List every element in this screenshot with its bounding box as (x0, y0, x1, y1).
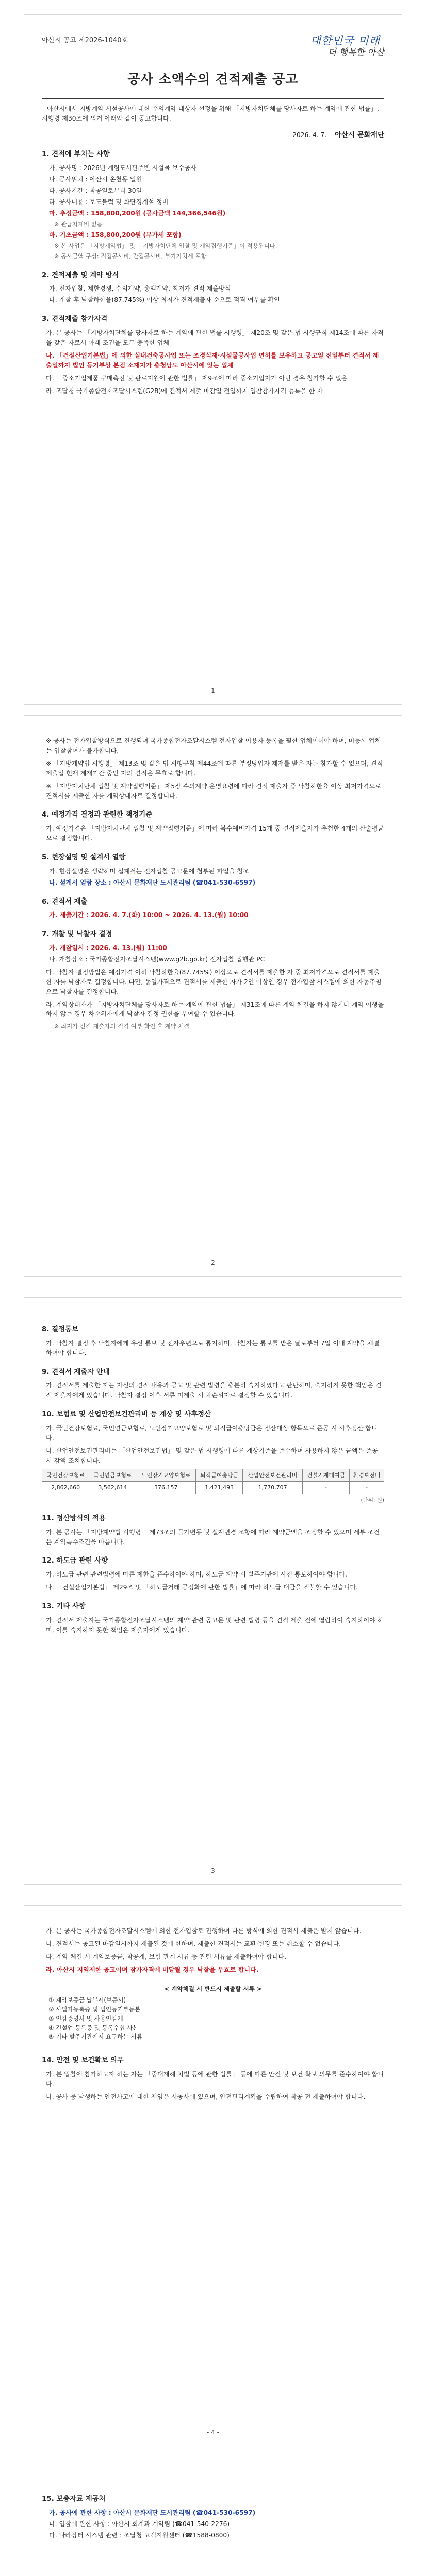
s3-para-3: 다. 「중소기업제품 구매촉진 및 판로지원에 관한 법률」 제9조에 따라 중소기업자가 아닌 경우 참가할 수 없음 (46, 374, 348, 382)
page-header (42, 32, 384, 65)
s1-construction-amount: (공사금액 144,366,546원) (143, 209, 226, 217)
city-logo (291, 32, 384, 60)
s1-base-amount (49, 230, 384, 240)
s3-para-4: 라. 조달청 국가종합전자조달시스템(G2B)에 견적서 제출 마감일 전일까지 입찰참가자격 등록을 한 자 (46, 387, 323, 395)
s5-item-2: 나. 설계서 열람 장소 : 아산시 문화재단 도시관리팀 (☎041-530-6597) (49, 878, 256, 886)
s15-item-1: 가. 공사에 관한 사항 : 아산시 문화재단 도시관리팀 (☎041-530-6597) (49, 2509, 256, 2516)
table-header-row (42, 1469, 384, 1481)
s9-para: 가. 견적서를 제출한 자는 자신의 견적 내용과 공고 및 관련 법령을 충분히 숙지하였다고 판단하며, 숙지하지 못한 책임은 견적 제출자에게 있습니다. 낙찰자 결정 이후 서류 미제출 시 차순위자로 결정할 수 있습니다. (46, 1382, 382, 1399)
s1-location: 나. 공사위치 : 아산시 온천동 일원 (49, 176, 142, 183)
s13-para: 가. 견적서 제출자는 국가종합전자조달시스템의 계약 관련 공고문 및 관련 법령 등을 견적 제출 전에 열람하여 숙지하여야 하며, 이를 숙지하지 못한 책임은 제출자에게 있습니다. (46, 1616, 384, 1634)
table-header-cell: 환경보전비 (350, 1469, 384, 1481)
section-4-title: 4. 예정가격 결정과 관련한 책정기준 (42, 811, 153, 819)
section-1-title: 1. 견적에 부치는 사항 (42, 150, 110, 159)
s1-estimated-value: 마. 추정금액 : 158,800,200원 (49, 209, 141, 217)
s14-para-2: 나. 공사 중 발생하는 안전사고에 대한 책임은 시공사에 있으며, 안전관리계획을 수립하여 착공 전 제출하여야 합니다. (46, 2093, 366, 2101)
table-cell: 376,157 (136, 1481, 196, 1494)
s3-para-1: 가. 본 공사는 「지방자치단체를 당사자로 하는 계약에 관한 법률 시행령」 제20조 및 같은 법 시행규칙 제14조에 따른 자격을 갖춘 자로서 아래 조건을 모두 충족한 업체 (46, 329, 384, 346)
required-document-item: ② 사업자등록증 및 법인등기부등본 (48, 2005, 141, 2013)
s8-para: 가. 낙찰자 결정 후 낙찰자에게 유선 통보 및 전자우편으로 통지하며, 낙찰자는 통보를 받은 날로부터 7일 이내 계약을 체결하여야 합니다. (46, 1339, 380, 1357)
section-9-title: 9. 견적서 제출자 안내 (42, 1368, 110, 1376)
section-6-title: 6. 견적서 제출 (42, 897, 88, 906)
table-cell: 2,862,660 (42, 1481, 89, 1494)
p2-para-3: ※ 「지방자치단체 입찰 및 계약집행기준」 제5장 수의계약 운영요령에 따라 견적 제출자 중 낙찰하한율 이상 최저가격으로 견적서를 제출한 자를 계약상대자로 결정합니다. (46, 782, 381, 800)
insurance-fee-table (42, 1469, 384, 1494)
s4-para: 가. 예정가격은 「지방자치단체 입찰 및 계약집행기준」에 따라 복수예비가격 15개 중 견적제출자가 추첨한 4개의 산술평균으로 결정합니다. (46, 825, 384, 842)
s7-note: ※ 최저가 견적 제출자의 적격 여부 확인 후 계약 체결 (54, 1023, 190, 1030)
logo-line-1: 대한민국 미래 (310, 35, 380, 47)
s1-estimated-amount (49, 209, 384, 218)
section-11-title: 11. 정산방식의 적용 (42, 1514, 106, 1522)
s10-para-2: 나. 산업안전보건관리비는 「산업안전보건법」 및 같은 법 시행령에 따른 계상기준을 준수하며 사용하지 않은 금액은 준공 시 감액 조치합니다. (46, 1447, 378, 1464)
table-cell: 3,562,614 (89, 1481, 136, 1494)
s7-item-2: 나. 개찰장소 : 국가종합전자조달시스템(www.g2b.go.kr) 전자입찰 집행관 PC (49, 955, 265, 963)
s1-project-name: 가. 공사명 : 2026년 계림도서관주변 시설물 보수공사 (49, 164, 196, 172)
section-13-title: 13. 기타 사항 (42, 1603, 86, 1611)
table-header-cell: 국민건강보험료 (42, 1469, 89, 1481)
s7-para-1: 다. 낙찰자 결정방법은 예정가격 이하 낙찰하한율(87.745%) 이상으로 견적서를 제출한 자 중 최저가격으로 견적서를 제출한 자를 낙찰자로 결정합니다. 다만, 동일가격으로 견적서를 제출한 자가 2인 이상인 경우 전자입찰 시스템에 의한 자동추첨으로 낙찰자를 결정합니다. (46, 968, 382, 995)
p4-para-4: 라. 아산시 지역제한 공고이며 참가자격에 미달될 경우 낙찰을 무효로 합니다. (46, 1965, 259, 1973)
required-documents-box (42, 1980, 384, 2047)
section-10-title: 10. 보험료 및 산업안전보건관리비 등 계상 및 사후정산 (42, 1411, 211, 1419)
s1-note-2: ※ 본 사업은 「지방계약법」 및 「지방자치단체 입찰 및 계약집행기준」이 적용됩니다. (54, 242, 277, 250)
p4-para-3: 다. 계약 체결 시 계약보증금, 착공계, 보험 관계 서류 등 관련 서류를 제출하여야 합니다. (46, 1953, 287, 1960)
page-3 (24, 1297, 402, 1885)
page-number: - 4 - (207, 2429, 219, 2436)
section-8-title: 8. 결정통보 (42, 1326, 78, 1333)
page-5 (24, 2467, 402, 2576)
table-row (42, 1481, 384, 1494)
table-header-cell: 노인장기요양보험료 (136, 1469, 196, 1481)
title-divider (42, 98, 384, 99)
required-documents-title: < 계약체결 시 반드시 제출할 서류 > (164, 1985, 262, 1992)
s5-item-1: 가. 현장설명은 생략하며 설계서는 전자입찰 공고문에 첨부된 파일을 참조 (49, 867, 250, 875)
section-15-title: 15. 보충자료 제공처 (42, 2495, 106, 2503)
s12-para-1: 가. 하도급 관련 관련법령에 따른 제한을 준수하여야 하며, 하도급 계약 시 발주기관에 사전 통보하여야 합니다. (46, 1571, 347, 1579)
section-2-title: 2. 견적제출 및 계약 방식 (42, 271, 119, 279)
page-1 (24, 14, 402, 705)
s10-para-1: 가. 국민건강보험료, 국민연금보험료, 노인장기요양보험료 및 퇴직급여충당금은 정산대상 항목으로 준공 시 사후정산 합니다. (46, 1424, 378, 1442)
p2-para-2: ※ 「지방계약법 시행령」 제13조 및 같은 법 시행규칙 제44조에 따른 부정당업자 제재를 받은 자는 참가할 수 없으며, 견적 제출일 현재 제재기간 중인 자의 견적은 무효로 합니다. (46, 759, 383, 777)
s1-base-value: 바. 기초금액 : 158,800,200원 (49, 231, 141, 239)
s1-note-3: ※ 공사금액 구성: 직접공사비, 간접공사비, 부가가치세 포함 (54, 252, 207, 260)
required-document-item: ⑤ 기타 발주기관에서 요구하는 서류 (48, 2033, 142, 2041)
logo-line-2: 더 행복한 아산 (327, 47, 384, 58)
table-cell: 1,770,707 (243, 1481, 303, 1494)
section-5-title: 5. 현장설명 및 설계서 열람 (42, 854, 126, 862)
table-header-cell: 산업안전보건관리비 (243, 1469, 303, 1481)
table-unit: (단위: 원) (361, 1497, 384, 1503)
table-header-cell: 국민연금보험료 (89, 1469, 136, 1481)
s15-item-3: 다. 나라장터 시스템 관련 : 조달청 고객지원센터 (☎1588-0800) (49, 2531, 230, 2539)
table-header-cell: 건설기계대여금 (302, 1469, 349, 1481)
notice-date: 2026. 4. 7. (292, 131, 327, 139)
s7-item-1: 가. 개찰일시 : 2026. 4. 13.(월) 11:00 (49, 944, 167, 952)
page-number: - 1 - (207, 687, 219, 695)
s1-period: 다. 공사기간 : 착공일로부터 30일 (49, 187, 142, 195)
p4-para-2: 나. 견적서는 공고된 마감일시까지 제출된 것에 한하며, 제출한 견적서는 교환·변경 또는 취소할 수 없습니다. (46, 1940, 341, 1947)
page-4 (24, 1905, 402, 2446)
issuing-org: 아산시 문화재단 (335, 130, 384, 139)
section-7-title: 7. 개찰 및 낙찰자 결정 (42, 930, 112, 939)
required-document-item: ④ 건설업 등록증 및 등록수첩 사본 (48, 2024, 139, 2031)
document-title: 공사 소액수의 견적제출 공고 (127, 72, 299, 87)
table-header-cell: 퇴직급여충당금 (196, 1469, 243, 1481)
s14-para-1: 가. 본 입찰에 참가하고자 하는 자는 「중대재해 처벌 등에 관한 법률」 등에 따른 안전 및 보건 확보 의무를 준수하여야 합니다. (46, 2071, 384, 2088)
section-14-title: 14. 안전 및 보건확보 의무 (42, 2057, 124, 2065)
s2-item-1: 가. 전자입찰, 제한경쟁, 수의계약, 총액계약, 최저가 견적 제출방식 (49, 285, 231, 293)
s12-para-2: 나. 「건설산업기본법」 제29조 및 「하도급거래 공정화에 관한 법률」에 따라 하도급 대금을 직불할 수 있습니다. (46, 1584, 358, 1591)
p2-para-1: ※ 공사는 전자입찰방식으로 진행되며 국가종합전자조달시스템 전자입찰 이용자 등록을 필한 업체이어야 하며, 미등록 업체는 입찰참여가 불가합니다. (46, 737, 381, 754)
s2-item-2: 나. 개찰 후 낙찰하한율(87.745%) 이상 최저가 견적제출자 순으로 적격 여부를 확인 (49, 296, 280, 304)
table-cell: - (350, 1481, 384, 1494)
page-2 (24, 715, 402, 1277)
page-number: - 3 - (207, 1867, 219, 1875)
s15-item-2: 나. 입찰에 관한 사항 : 아산시 회계과 계약팀 (☎041-540-2276) (49, 2520, 230, 2528)
s3-para-2: 나. 「건설산업기본법」에 의한 실내건축공사업 또는 조경식재·시설물공사업 면허를 보유하고 공고일 전일부터 견적서 제출일까지 법인 등기부상 본점 소재지가 충청남도 아산시에 있는 업체 (46, 351, 379, 369)
s11-para: 가. 본 공사는 「지방계약법 시행령」 제73조의 물가변동 및 설계변경 조항에 따라 계약금액을 조정할 수 있으며 세부 조건은 계약특수조건을 따릅니다. (46, 1528, 380, 1546)
signature-line (42, 130, 384, 141)
notice-number: 아산시 공고 제2026-1040호 (42, 37, 128, 44)
table-cell: - (302, 1481, 349, 1494)
required-document-item: ① 계약보증금 납부서(보증서) (48, 1996, 126, 2004)
s6-item-1: 가. 제출기간 : 2026. 4. 7.(화) 10:00 ~ 2026. 4. 13.(월) 10:00 (49, 911, 249, 919)
page-number: - 2 - (207, 1259, 219, 1267)
p4-para-1: 가. 본 공사는 국가종합전자조달시스템에 의한 전자입찰로 진행하며 다른 방식에 의한 견적서 제출은 받지 않습니다. (46, 1927, 362, 1935)
required-document-item: ③ 인감증명서 및 사용인감계 (48, 2014, 123, 2022)
s1-note-1: ※ 관급자재비 없음 (54, 220, 103, 228)
section-3-title: 3. 견적제출 참가자격 (42, 315, 108, 324)
table-cell: 1,421,493 (196, 1481, 243, 1494)
s7-para-2: 라. 계약상대자가 「지방자치단체를 당사자로 하는 계약에 관한 법률」 제31조에 따른 계약 체결을 하지 않거나 계약 이행을 하지 않는 경우 차순위자에게 낙찰자 결정 권한을 부여할 수 있습니다. (46, 1001, 384, 1018)
s1-content: 라. 공사내용 : 보도블럭 및 화단경계석 정비 (49, 198, 169, 206)
intro-paragraph: 아산시에서 지방계약 시설공사에 대한 수의계약 대상자 선정을 위해 「지방자치단체를 당사자로 하는 계약에 관한 법률」, 시행령 제30조에 의거 아래와 같이 공고합니다. (42, 105, 379, 122)
s1-base-vat: (부가세 포함) (143, 231, 182, 239)
section-12-title: 12. 하도급 관련 사항 (42, 1557, 108, 1565)
